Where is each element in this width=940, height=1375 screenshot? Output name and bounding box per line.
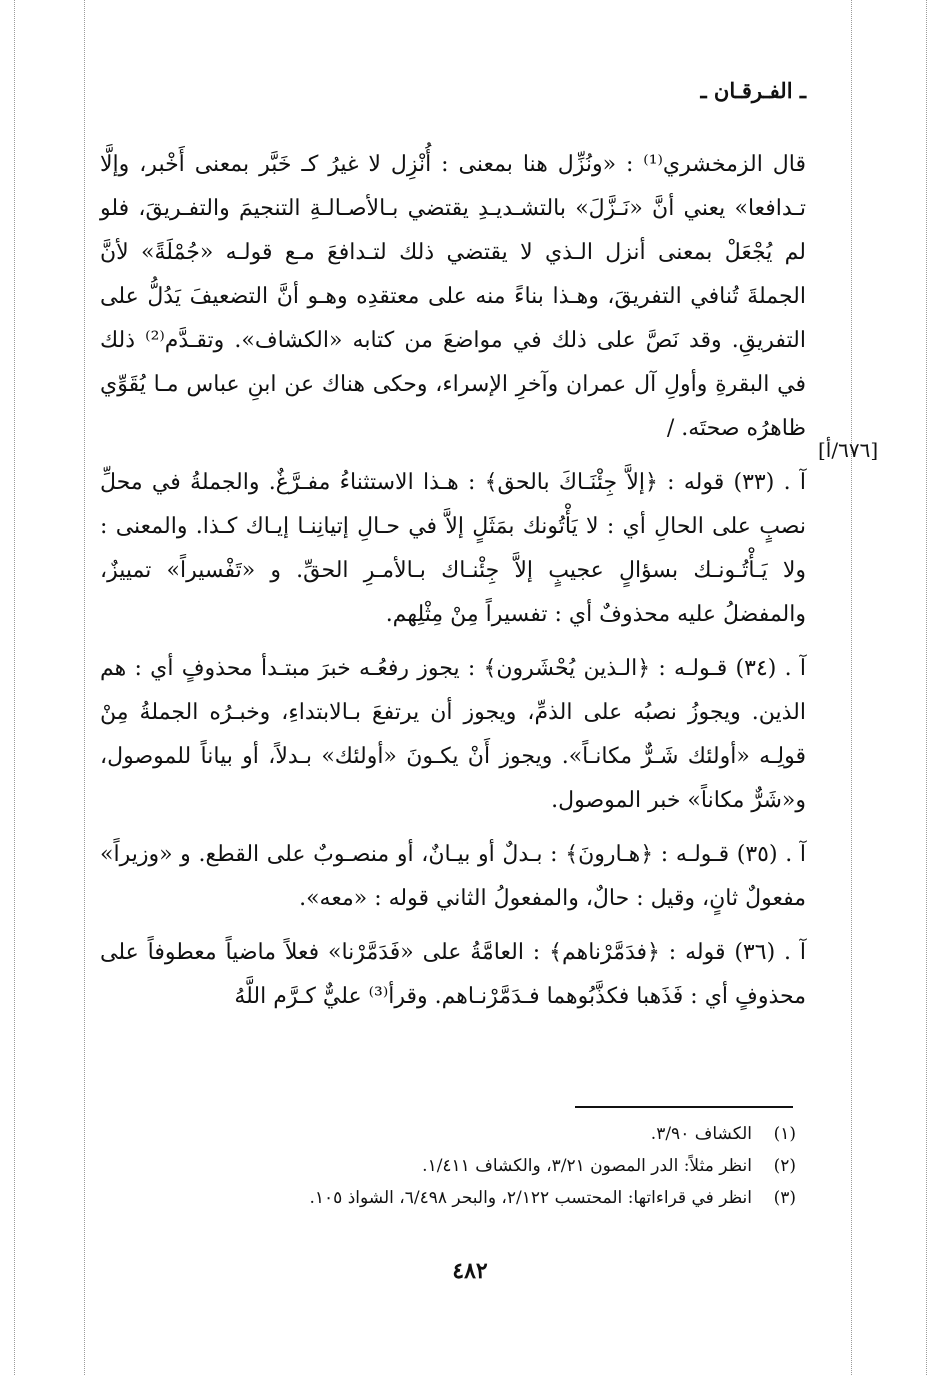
footnote-2 — [160, 1150, 796, 1182]
scan-dotted-line-right-inner — [851, 0, 852, 1375]
footnote-text: الكشاف ٣/٩٠. — [650, 1124, 752, 1144]
paragraph-verse-33: آ . (٣٣) قوله : ﴿إلاَّ جِئْنَـاكَ بالحق﴾ : هـذا الاستثناءُ مفـرَّغٌ. والجملةُ في محلِّ نصبٍ على الحالِ أي : لا يَأْتُونك بمَثَلٍ إلاَّ في حـالِ إتيانِنـا إيـاك كـذا. والمعنى : ولا يَـأْتُـونـك بسؤالٍ عجيبٍ إلاَّ جِئْنـاك بـالأمـرِ الحقِّ. و «تَفْسيراً» تمييزٌ، والمفضلُ عليه محذوفٌ أي : تفسيراً مِنْ مِثْلِهم. — [100, 470, 806, 627]
paragraph-verse-36: آ . (٣٦) قوله : ﴿فدَمَّرْناهم﴾ : العامَّةُ على «فَدَمَّرْنا» فعلاً ماضياً معطوفاً على محذوفٍ أي : فَذَهبا فكذَّبُوهما فـدَمَّرْنـاهم. وقرأ⁽³⁾ عليٌّ كـرَّم اللَّهُ — [100, 940, 806, 1009]
footnote-3 — [160, 1182, 796, 1214]
footnote-number: (٢) — [773, 1156, 796, 1176]
manuscript-folio-marker: [٦٧٦/أ] — [818, 438, 879, 462]
footnote-number: (١) — [773, 1124, 796, 1144]
footnote-text: انظر مثلاً: الدر المصون ٣/٢١، والكشاف ١/٤١١. — [422, 1156, 752, 1176]
footnote-divider — [575, 1106, 793, 1108]
scan-dotted-line-right — [926, 0, 927, 1375]
page-body — [100, 78, 806, 1021]
footnote-number: (٣) — [773, 1188, 796, 1208]
paragraph-verse-35: آ . (٣٥) قـولـه : ﴿هـارونَ﴾ : بـدلٌ أو بيـانٌ، أو منصـوبٌ على القطع. و «وزيراً» مفعولٌ ثانٍ، وقيل : حالٌ، والمفعولُ الثاني قوله : «معه». — [100, 842, 806, 911]
footnote-1 — [160, 1118, 796, 1150]
scan-dotted-line-left-inner — [84, 0, 85, 1375]
scan-dotted-line-left — [14, 0, 15, 1375]
paragraph-intro: قال الزمخشري⁽¹⁾ : «ونُزِّل هنا بمعنى : أُنْزِل لا غيرُ كـ خَبَّر بمعنى أَخْبر، وإلَّا تـدافعا» يعني أنَّ «نَـزَّلَ» بالتشـديـدِ يقتضي بـالأصـالـةِ التنجيمَ والتفـريقَ، فلو لم يُجْعَلْ بمعنى أنزل الـذي لا يقتضي ذلك لتـدافعَ مـع قولـه «جُمْلَةً» لأنَّ الجملةَ تُنافي التفريقَ، وهـذا بناءً منه على معتقدِه وهـو أنَّ التضعيفَ يَدُلُّ على التفريقِ. وقد نَصَّ على ذلك في مواضعَ من كتابه «الكشاف». وتقـدَّم⁽²⁾ ذلك في البقرةِ وأولِ آل عمران وآخرِ الإسراء، وحكى هناك عن ابنِ عباس مـا يُقَوِّي ظاهرُه صحتَه. / — [100, 152, 806, 441]
footnote-text: انظر في قراءاتها: المحتسب ٢/١٢٢، والبحر ٦/٤٩٨، الشواذ ١٠٥. — [309, 1188, 752, 1208]
page-number: ٤٨٢ — [452, 1258, 488, 1284]
footnotes — [160, 1118, 796, 1214]
running-header: ـ الفـرقـان ـ — [700, 78, 806, 103]
paragraph-verse-34: آ . (٣٤) قـولـه : ﴿الـذين يُحْشَرون﴾ : يجوز رفعُـه خبرَ مبتـدأ محذوفٍ أي : هم الذين. ويجوزُ نصبُه على الذمِّ، ويجوز أن يرتفعَ بـالابتداءِ، وخبـرُه الجملةُ مِنْ قولِـه «أولئك شَـرٌّ مكانـاً». ويجوز أَنْ يكـونَ «أولئك» بـدلاً، أو بياناً للموصول، و«شَرٌّ مكاناً» خبر الموصول. — [100, 656, 806, 813]
